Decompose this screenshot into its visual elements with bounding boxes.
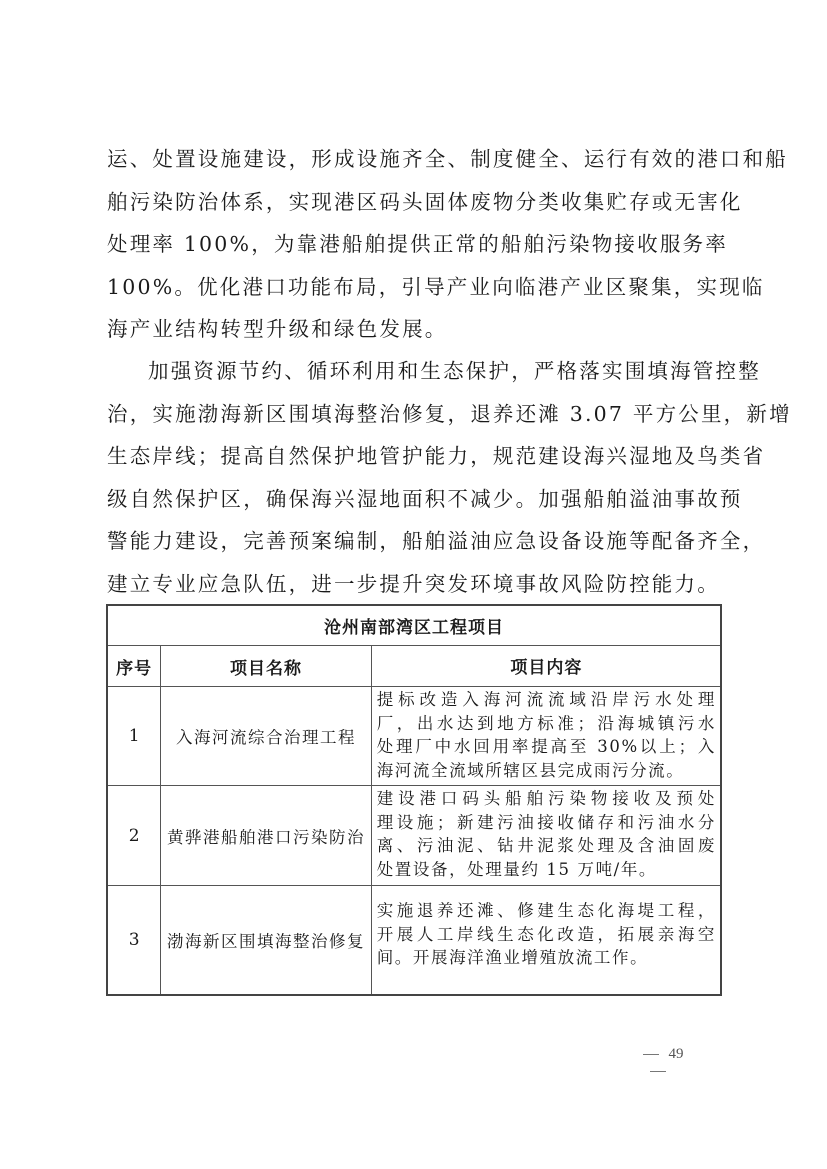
cell-project-content — [371, 687, 721, 786]
cell-project-name: 入海河流综合治理工程 — [161, 687, 371, 786]
text-line: 级自然保护区，确保海兴湿地面积不减少。加强船舶溢油事故预 — [107, 486, 743, 511]
dash-right — [650, 1071, 666, 1072]
content-line: 间。开展海洋渔业增殖放流工作。 — [376, 948, 649, 968]
content-line: 海河流全流域所辖区县完成雨污分流。 — [376, 760, 685, 780]
cell-project-name: 渤海新区围填海整治修复 — [161, 886, 371, 996]
content-line: 厂，出水达到地方标准；沿海城镇污水 — [376, 713, 716, 733]
table-row — [107, 687, 721, 786]
cell-project-content — [371, 886, 721, 996]
text-line: 处理率 100%，为靠港船舶提供正常的船舶污染物接收服务率 — [107, 232, 728, 256]
table-header-row — [107, 646, 721, 687]
table-title: 沧州南部湾区工程项目 — [107, 605, 721, 646]
header-serial: 序号 — [107, 646, 161, 687]
text-line: 100%。优化港口功能布局，引导产业向临港产业区聚集，实现临 — [107, 274, 765, 299]
content-line: 处理厂中水回用率提高至 30%以上；入 — [376, 737, 716, 756]
text-line: 加强资源节约、循环利用和生态保护，严格落实围填海管控整 — [148, 359, 761, 383]
cell-project-content — [371, 786, 721, 886]
page-number-text: 49 — [668, 1046, 684, 1062]
cell-serial: 3 — [107, 886, 161, 996]
dash-left — [643, 1054, 659, 1055]
text-line: 舶污染防治体系，实现港区码头固体废物分类收集贮存或无害化 — [107, 189, 743, 214]
cell-serial: 1 — [107, 687, 161, 786]
text-line: 治，实施渤海新区围填海整治修复，退养还滩 3.07 平方公里，新增 — [107, 401, 792, 426]
table-row — [107, 786, 721, 886]
content-line: 建设港口码头船舶污染物接收及预处 — [376, 789, 716, 808]
text-line: 警能力建设，完善预案编制，船舶溢油应急设备设施等配备齐全， — [107, 529, 766, 553]
content-line: 理设施；新建污油接收储存和污油水分 — [376, 812, 716, 832]
text-line: 生态岸线；提高自然保护地管护能力，规范建设海兴湿地及鸟类省 — [107, 444, 766, 468]
project-table — [106, 604, 722, 996]
text-line: 建立专业应急队伍，进一步提升突发环境事故风险防控能力。 — [107, 571, 720, 596]
table-row — [107, 886, 721, 996]
content-line: 开展人工岸线生态化改造，拓展亲海空 — [376, 924, 716, 944]
paragraph-resource-protection — [107, 350, 792, 605]
content-line: 离、污油泥、钻井泥浆处理及含油固废 — [376, 836, 716, 855]
header-project-name: 项目名称 — [161, 646, 371, 687]
content-line: 处置设备，处理量约 15 万吨/年。 — [376, 859, 658, 879]
cell-project-name: 黄骅港船舶港口污染防治 — [161, 786, 371, 886]
page-number — [618, 1046, 698, 1080]
text-line: 海产业结构转型升级和绿色发展。 — [107, 317, 448, 341]
cell-serial: 2 — [107, 786, 161, 886]
paragraph-port-pollution — [107, 138, 788, 351]
content-line: 实施退养还滩、修建生态化海堤工程， — [376, 901, 716, 921]
header-project-content: 项目内容 — [371, 646, 721, 687]
content-line: 提标改造入海河流流域沿岸污水处理 — [376, 690, 716, 709]
text-line: 运、处置设施建设，形成设施齐全、制度健全、运行有效的港口和船 — [107, 147, 788, 171]
